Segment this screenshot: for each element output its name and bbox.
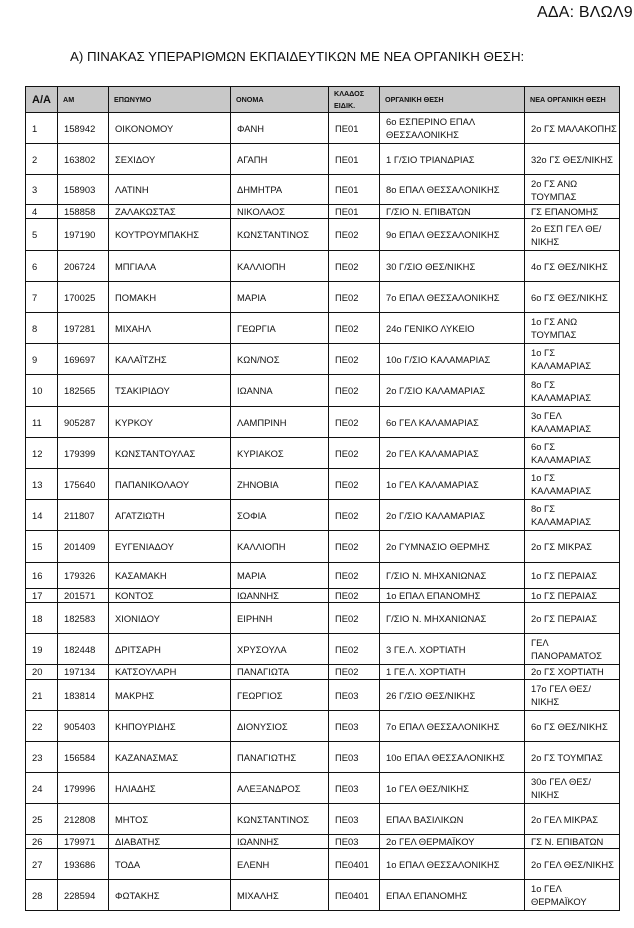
cell-registration-number: 211807: [58, 500, 109, 531]
cell-row-number: 19: [26, 634, 58, 665]
cell-current-position: 9ο ΕΠΑΛ ΘΕΣΣΑΛΟΝΙΚΗΣ: [380, 219, 525, 251]
column-header-new-position: ΝΕΑ ΟΡΓΑΝΙΚΗ ΘΕΣΗ: [525, 87, 620, 113]
table-row: [26, 835, 620, 849]
cell-row-number: 22: [26, 711, 58, 742]
cell-registration-number: 156584: [58, 742, 109, 773]
cell-surname: ΜΠΓΙΑΛΑ: [109, 251, 231, 282]
cell-new-position: 6ο ΓΣ ΘΕΣ/ΝΙΚΗΣ: [525, 711, 620, 742]
cell-branch-code: ΠΕ03: [329, 742, 380, 773]
table-row: [26, 531, 620, 563]
cell-row-number: 25: [26, 804, 58, 835]
table-row: [26, 680, 620, 711]
cell-branch-code: ΠΕ03: [329, 773, 380, 804]
cell-registration-number: 182448: [58, 634, 109, 665]
document-title: Α) ΠΙΝΑΚΑΣ ΥΠΕΡΑΡΙΘΜΩΝ ΕΚΠΑΙΔΕΥΤΙΚΩΝ ΜΕ ΝΕΑ ΟΡΓΑΝΙΚΗ ΘΕΣΗ:: [70, 49, 525, 64]
cell-new-position: 3ο ΓΕΛ ΚΑΛΑΜΑΡΙΑΣ: [525, 407, 620, 438]
cell-first-name: ΔΙΟΝΥΣΙΟΣ: [231, 711, 329, 742]
cell-current-position: 1ο ΓΕΛ ΚΑΛΑΜΑΡΙΑΣ: [380, 469, 525, 500]
cell-registration-number: 163802: [58, 144, 109, 175]
cell-new-position: ΓΣ ΕΠΑΝΟΜΗΣ: [525, 205, 620, 219]
cell-branch-code: ΠΕ02: [329, 219, 380, 251]
cell-registration-number: 179326: [58, 563, 109, 589]
cell-new-position: 1ο ΓΣ ΠΕΡΑΙΑΣ: [525, 589, 620, 603]
cell-current-position: 24ο ΓΕΝΙΚΟ ΛΥΚΕΙΟ: [380, 313, 525, 344]
cell-first-name: ΓΕΩΡΓΙΟΣ: [231, 680, 329, 711]
table-row: [26, 665, 620, 680]
cell-row-number: 6: [26, 251, 58, 282]
column-header-surname: ΕΠΩΝΥΜΟ: [109, 87, 231, 113]
cell-new-position: 1ο ΓΣ ΑΝΩ ΤΟΥΜΠΑΣ: [525, 313, 620, 344]
table-row: [26, 773, 620, 804]
cell-row-number: 14: [26, 500, 58, 531]
cell-registration-number: 197281: [58, 313, 109, 344]
cell-branch-code: ΠΕ0401: [329, 849, 380, 880]
cell-new-position: 32ο ΓΣ ΘΕΣ/ΝΙΚΗΣ: [525, 144, 620, 175]
cell-row-number: 2: [26, 144, 58, 175]
cell-new-position: 6ο ΓΣ ΘΕΣ/ΝΙΚΗΣ: [525, 282, 620, 313]
cell-first-name: ΦΑΝΗ: [231, 113, 329, 144]
table-row: [26, 438, 620, 469]
cell-branch-code: ΠΕ01: [329, 175, 380, 205]
cell-surname: ΚΑΣΑΜΑΚΗ: [109, 563, 231, 589]
cell-registration-number: 228594: [58, 880, 109, 911]
cell-current-position: 1ο ΕΠΑΛ ΘΕΣΣΑΛΟΝΙΚΗΣ: [380, 849, 525, 880]
cell-current-position: 2ο Γ/ΣΙΟ ΚΑΛΑΜΑΡΙΑΣ: [380, 375, 525, 407]
column-header-name: ΟΝΟΜΑ: [231, 87, 329, 113]
cell-first-name: ΜΑΡΙΑ: [231, 282, 329, 313]
cell-branch-code: ΠΕ02: [329, 375, 380, 407]
cell-registration-number: 182565: [58, 375, 109, 407]
column-header-am: ΑΜ: [58, 87, 109, 113]
cell-row-number: 9: [26, 344, 58, 375]
cell-surname: ΤΟΔΑ: [109, 849, 231, 880]
cell-surname: ΟΙΚΟΝΟΜΟΥ: [109, 113, 231, 144]
cell-current-position: 7ο ΕΠΑΛ ΘΕΣΣΑΛΟΝΙΚΗΣ: [380, 711, 525, 742]
cell-registration-number: 201571: [58, 589, 109, 603]
cell-registration-number: 179971: [58, 835, 109, 849]
cell-branch-code: ΠΕ02: [329, 438, 380, 469]
cell-current-position: 2ο ΓΥΜΝΑΣΙΟ ΘΕΡΜΗΣ: [380, 531, 525, 563]
cell-registration-number: 905403: [58, 711, 109, 742]
cell-new-position: 2ο ΓΣ ΜΙΚΡΑΣ: [525, 531, 620, 563]
cell-new-position: 1ο ΓΕΛ ΘΕΡΜΑΪΚΟΥ: [525, 880, 620, 911]
cell-current-position: 6ο ΕΣΠΕΡΙΝΟ ΕΠΑΛ ΘΕΣΣΑΛΟΝΙΚΗΣ: [380, 113, 525, 144]
table-row: [26, 603, 620, 634]
cell-branch-code: ΠΕ03: [329, 680, 380, 711]
cell-registration-number: 175640: [58, 469, 109, 500]
cell-current-position: Γ/ΣΙΟ Ν. ΜΗΧΑΝΙΩΝΑΣ: [380, 563, 525, 589]
cell-surname: ΠΑΠΑΝΙΚΟΛΑΟΥ: [109, 469, 231, 500]
cell-row-number: 11: [26, 407, 58, 438]
table-row: [26, 219, 620, 251]
cell-new-position: 2ο ΓΕΛ ΜΙΚΡΑΣ: [525, 804, 620, 835]
column-header-position: ΟΡΓΑΝΙΚΗ ΘΕΣΗ: [380, 87, 525, 113]
cell-row-number: 1: [26, 113, 58, 144]
cell-row-number: 17: [26, 589, 58, 603]
cell-row-number: 16: [26, 563, 58, 589]
cell-surname: ΧΙΟΝΙΔΟΥ: [109, 603, 231, 634]
cell-first-name: ΝΙΚΟΛΑΟΣ: [231, 205, 329, 219]
cell-branch-code: ΠΕ03: [329, 804, 380, 835]
table-row: [26, 469, 620, 500]
cell-current-position: Γ/ΣΙΟ Ν. ΕΠΙΒΑΤΩΝ: [380, 205, 525, 219]
cell-registration-number: 201409: [58, 531, 109, 563]
cell-surname: ΗΛΙΑΔΗΣ: [109, 773, 231, 804]
cell-row-number: 3: [26, 175, 58, 205]
cell-first-name: ΕΙΡΗΝΗ: [231, 603, 329, 634]
table-row: [26, 144, 620, 175]
cell-surname: ΚΑΤΣΟΥΛΑΡΗ: [109, 665, 231, 680]
cell-registration-number: 183814: [58, 680, 109, 711]
table-row: [26, 500, 620, 531]
cell-new-position: 2ο ΓΣ ΧΟΡΤΙΑΤΗ: [525, 665, 620, 680]
cell-current-position: 6ο ΓΕΛ ΚΑΛΑΜΑΡΙΑΣ: [380, 407, 525, 438]
cell-surname: ΚΥΡΚΟΥ: [109, 407, 231, 438]
table-row: [26, 375, 620, 407]
cell-first-name: ΑΛΕΞΑΝΔΡΟΣ: [231, 773, 329, 804]
cell-surname: ΠΟΜΑΚΗ: [109, 282, 231, 313]
cell-current-position: 26 Γ/ΣΙΟ ΘΕΣ/ΝΙΚΗΣ: [380, 680, 525, 711]
cell-first-name: ΚΑΛΛΙΟΠΗ: [231, 531, 329, 563]
column-header-aa: Α/Α: [26, 87, 58, 113]
cell-registration-number: 179399: [58, 438, 109, 469]
cell-first-name: ΠΑΝΑΓΙΩΤΗΣ: [231, 742, 329, 773]
cell-row-number: 5: [26, 219, 58, 251]
cell-current-position: 2ο ΓΕΛ ΚΑΛΑΜΑΡΙΑΣ: [380, 438, 525, 469]
cell-surname: ΚΩΝΣΤΑΝΤΟΥΛΑΣ: [109, 438, 231, 469]
cell-registration-number: 212808: [58, 804, 109, 835]
cell-surname: ΚΟΝΤΟΣ: [109, 589, 231, 603]
cell-branch-code: ΠΕ0401: [329, 880, 380, 911]
cell-first-name: ΣΟΦΙΑ: [231, 500, 329, 531]
cell-current-position: 2ο ΓΕΛ ΘΕΡΜΑΪΚΟΥ: [380, 835, 525, 849]
cell-first-name: ΙΩΑΝΝΗΣ: [231, 835, 329, 849]
cell-branch-code: ΠΕ01: [329, 113, 380, 144]
cell-branch-code: ΠΕ02: [329, 469, 380, 500]
cell-row-number: 23: [26, 742, 58, 773]
cell-row-number: 21: [26, 680, 58, 711]
cell-registration-number: 182583: [58, 603, 109, 634]
cell-first-name: ΔΗΜΗΤΡΑ: [231, 175, 329, 205]
cell-registration-number: 197190: [58, 219, 109, 251]
cell-first-name: ΜΙΧΑΛΗΣ: [231, 880, 329, 911]
cell-new-position: 2ο ΓΣ ΠΕΡΑΙΑΣ: [525, 603, 620, 634]
cell-first-name: ΜΑΡΙΑ: [231, 563, 329, 589]
cell-branch-code: ΠΕ03: [329, 835, 380, 849]
cell-surname: ΣΕΧΙΔΟΥ: [109, 144, 231, 175]
cell-surname: ΜΗΤΟΣ: [109, 804, 231, 835]
cell-row-number: 27: [26, 849, 58, 880]
cell-row-number: 15: [26, 531, 58, 563]
cell-current-position: 2ο Γ/ΣΙΟ ΚΑΛΑΜΑΡΙΑΣ: [380, 500, 525, 531]
cell-current-position: 10ο ΕΠΑΛ ΘΕΣΣΑΛΟΝΙΚΗΣ: [380, 742, 525, 773]
cell-registration-number: 170025: [58, 282, 109, 313]
cell-first-name: ΕΛΕΝΗ: [231, 849, 329, 880]
cell-current-position: 10ο Γ/ΣΙΟ ΚΑΛΑΜΑΡΙΑΣ: [380, 344, 525, 375]
cell-branch-code: ΠΕ02: [329, 634, 380, 665]
cell-surname: ΑΓΑΤΖΙΩΤΗ: [109, 500, 231, 531]
cell-branch-code: ΠΕ02: [329, 282, 380, 313]
cell-branch-code: ΠΕ02: [329, 344, 380, 375]
cell-first-name: ΚΥΡΙΑΚΟΣ: [231, 438, 329, 469]
cell-surname: ΔΡΙΤΣΑΡΗ: [109, 634, 231, 665]
cell-new-position: 6ο ΓΣ ΚΑΛΑΜΑΡΙΑΣ: [525, 438, 620, 469]
cell-surname: ΛΑΤΙΝΗ: [109, 175, 231, 205]
cell-registration-number: 197134: [58, 665, 109, 680]
cell-first-name: ΙΩΑΝΝΗΣ: [231, 589, 329, 603]
cell-current-position: 1 ΓΕ.Λ. ΧΟΡΤΙΑΤΗ: [380, 665, 525, 680]
cell-row-number: 26: [26, 835, 58, 849]
cell-first-name: ΙΩΑΝΝΑ: [231, 375, 329, 407]
cell-branch-code: ΠΕ02: [329, 500, 380, 531]
cell-current-position: 30 Γ/ΣΙΟ ΘΕΣ/ΝΙΚΗΣ: [380, 251, 525, 282]
cell-branch-code: ΠΕ02: [329, 665, 380, 680]
table-row: [26, 113, 620, 144]
cell-branch-code: ΠΕ01: [329, 205, 380, 219]
cell-current-position: 1ο ΕΠΑΛ ΕΠΑΝΟΜΗΣ: [380, 589, 525, 603]
cell-current-position: 1 Γ/ΣΙΟ ΤΡΙΑΝΔΡΙΑΣ: [380, 144, 525, 175]
cell-branch-code: ΠΕ02: [329, 603, 380, 634]
table-row: [26, 742, 620, 773]
cell-surname: ΚΟΥΤΡΟΥΜΠΑΚΗΣ: [109, 219, 231, 251]
cell-row-number: 10: [26, 375, 58, 407]
cell-new-position: 1ο ΓΣ ΚΑΛΑΜΑΡΙΑΣ: [525, 469, 620, 500]
surplus-teachers-table: [25, 86, 620, 911]
cell-first-name: ΠΑΝΑΓΙΩΤΑ: [231, 665, 329, 680]
cell-row-number: 12: [26, 438, 58, 469]
cell-new-position: 17ο ΓΕΛ ΘΕΣ/ΝΙΚΗΣ: [525, 680, 620, 711]
cell-row-number: 7: [26, 282, 58, 313]
cell-surname: ΚΑΖΑΝΑΣΜΑΣ: [109, 742, 231, 773]
cell-first-name: ΖΗΝΟΒΙΑ: [231, 469, 329, 500]
table-row: [26, 282, 620, 313]
cell-surname: ΤΣΑΚΙΡΙΔΟΥ: [109, 375, 231, 407]
table-row: [26, 849, 620, 880]
cell-first-name: ΚΩΝΣΤΑΝΤΙΝΟΣ: [231, 219, 329, 251]
cell-first-name: ΚΩΝΣΤΑΝΤΙΝΟΣ: [231, 804, 329, 835]
cell-current-position: 3 ΓΕ.Λ. ΧΟΡΤΙΑΤΗ: [380, 634, 525, 665]
table-row: [26, 313, 620, 344]
table-row: [26, 563, 620, 589]
cell-new-position: 1ο ΓΣ ΚΑΛΑΜΑΡΙΑΣ: [525, 344, 620, 375]
cell-row-number: 28: [26, 880, 58, 911]
cell-first-name: ΑΓΑΠΗ: [231, 144, 329, 175]
cell-surname: ΜΙΧΑΗΛ: [109, 313, 231, 344]
table-row: [26, 634, 620, 665]
cell-registration-number: 179996: [58, 773, 109, 804]
cell-new-position: ΓΕΛ ΠΑΝΟΡΑΜΑΤΟΣ: [525, 634, 620, 665]
cell-branch-code: ΠΕ03: [329, 711, 380, 742]
cell-current-position: ΕΠΑΛ ΒΑΣΙΛΙΚΩΝ: [380, 804, 525, 835]
cell-surname: ΚΑΛΑΪΤΖΗΣ: [109, 344, 231, 375]
cell-branch-code: ΠΕ02: [329, 251, 380, 282]
cell-surname: ΜΑΚΡΗΣ: [109, 680, 231, 711]
cell-new-position: ΓΣ Ν. ΕΠΙΒΑΤΩΝ: [525, 835, 620, 849]
table-row: [26, 589, 620, 603]
cell-new-position: 2ο ΓΣ ΜΑΛΑΚΟΠΗΣ: [525, 113, 620, 144]
table-row: [26, 880, 620, 911]
cell-branch-code: ΠΕ02: [329, 407, 380, 438]
cell-row-number: 18: [26, 603, 58, 634]
cell-current-position: Γ/ΣΙΟ Ν. ΜΗΧΑΝΙΩΝΑΣ: [380, 603, 525, 634]
cell-new-position: 1ο ΓΣ ΠΕΡΑΙΑΣ: [525, 563, 620, 589]
cell-registration-number: 158942: [58, 113, 109, 144]
cell-row-number: 8: [26, 313, 58, 344]
cell-first-name: ΚΑΛΛΙΟΠΗ: [231, 251, 329, 282]
cell-surname: ΚΗΠΟΥΡΙΔΗΣ: [109, 711, 231, 742]
cell-new-position: 4ο ΓΣ ΘΕΣ/ΝΙΚΗΣ: [525, 251, 620, 282]
table-row: [26, 407, 620, 438]
cell-current-position: 1ο ΓΕΛ ΘΕΣ/ΝΙΚΗΣ: [380, 773, 525, 804]
cell-surname: ΕΥΓΕΝΙΑΔΟΥ: [109, 531, 231, 563]
table-row: [26, 711, 620, 742]
cell-branch-code: ΠΕ01: [329, 144, 380, 175]
cell-row-number: 4: [26, 205, 58, 219]
cell-branch-code: ΠΕ02: [329, 313, 380, 344]
cell-registration-number: 905287: [58, 407, 109, 438]
table-header-row: [26, 87, 620, 113]
cell-registration-number: 206724: [58, 251, 109, 282]
cell-registration-number: 158903: [58, 175, 109, 205]
cell-row-number: 24: [26, 773, 58, 804]
cell-new-position: 2ο ΓΣ ΤΟΥΜΠΑΣ: [525, 742, 620, 773]
cell-registration-number: 193686: [58, 849, 109, 880]
cell-current-position: 8ο ΕΠΑΛ ΘΕΣΣΑΛΟΝΙΚΗΣ: [380, 175, 525, 205]
cell-current-position: 7ο ΕΠΑΛ ΘΕΣΣΑΛΟΝΙΚΗΣ: [380, 282, 525, 313]
cell-branch-code: ΠΕ02: [329, 531, 380, 563]
cell-row-number: 20: [26, 665, 58, 680]
cell-branch-code: ΠΕ02: [329, 589, 380, 603]
cell-first-name: ΛΑΜΠΡΙΝΗ: [231, 407, 329, 438]
cell-new-position: 2ο ΓΣ ΑΝΩ ΤΟΥΜΠΑΣ: [525, 175, 620, 205]
table-row: [26, 804, 620, 835]
cell-first-name: ΓΕΩΡΓΙΑ: [231, 313, 329, 344]
cell-first-name: ΧΡΥΣΟΥΛΑ: [231, 634, 329, 665]
table-row: [26, 175, 620, 205]
cell-registration-number: 158858: [58, 205, 109, 219]
cell-current-position: ΕΠΑΛ ΕΠΑΝΟΜΗΣ: [380, 880, 525, 911]
table-row: [26, 344, 620, 375]
table-row: [26, 205, 620, 219]
cell-row-number: 13: [26, 469, 58, 500]
cell-new-position: 8ο ΓΣ ΚΑΛΑΜΑΡΙΑΣ: [525, 500, 620, 531]
table-body: [26, 113, 620, 911]
ada-identifier: ΑΔΑ: ΒΛΩΛ9: [537, 4, 633, 21]
column-header-branch: ΚΛΑΔΟΣ ΕΙΔΙΚ.: [329, 87, 380, 113]
cell-branch-code: ΠΕ02: [329, 563, 380, 589]
cell-surname: ΔΙΑΒΑΤΗΣ: [109, 835, 231, 849]
cell-surname: ΖΑΛΑΚΩΣΤΑΣ: [109, 205, 231, 219]
cell-new-position: 2ο ΕΣΠ ΓΕΛ ΘΕ/ΝΙΚΗΣ: [525, 219, 620, 251]
cell-first-name: ΚΩΝ/ΝΟΣ: [231, 344, 329, 375]
cell-surname: ΦΩΤΑΚΗΣ: [109, 880, 231, 911]
cell-new-position: 30ο ΓΕΛ ΘΕΣ/ΝΙΚΗΣ: [525, 773, 620, 804]
table-row: [26, 251, 620, 282]
cell-new-position: 2ο ΓΕΛ ΘΕΣ/ΝΙΚΗΣ: [525, 849, 620, 880]
cell-registration-number: 169697: [58, 344, 109, 375]
cell-new-position: 8ο ΓΣ ΚΑΛΑΜΑΡΙΑΣ: [525, 375, 620, 407]
